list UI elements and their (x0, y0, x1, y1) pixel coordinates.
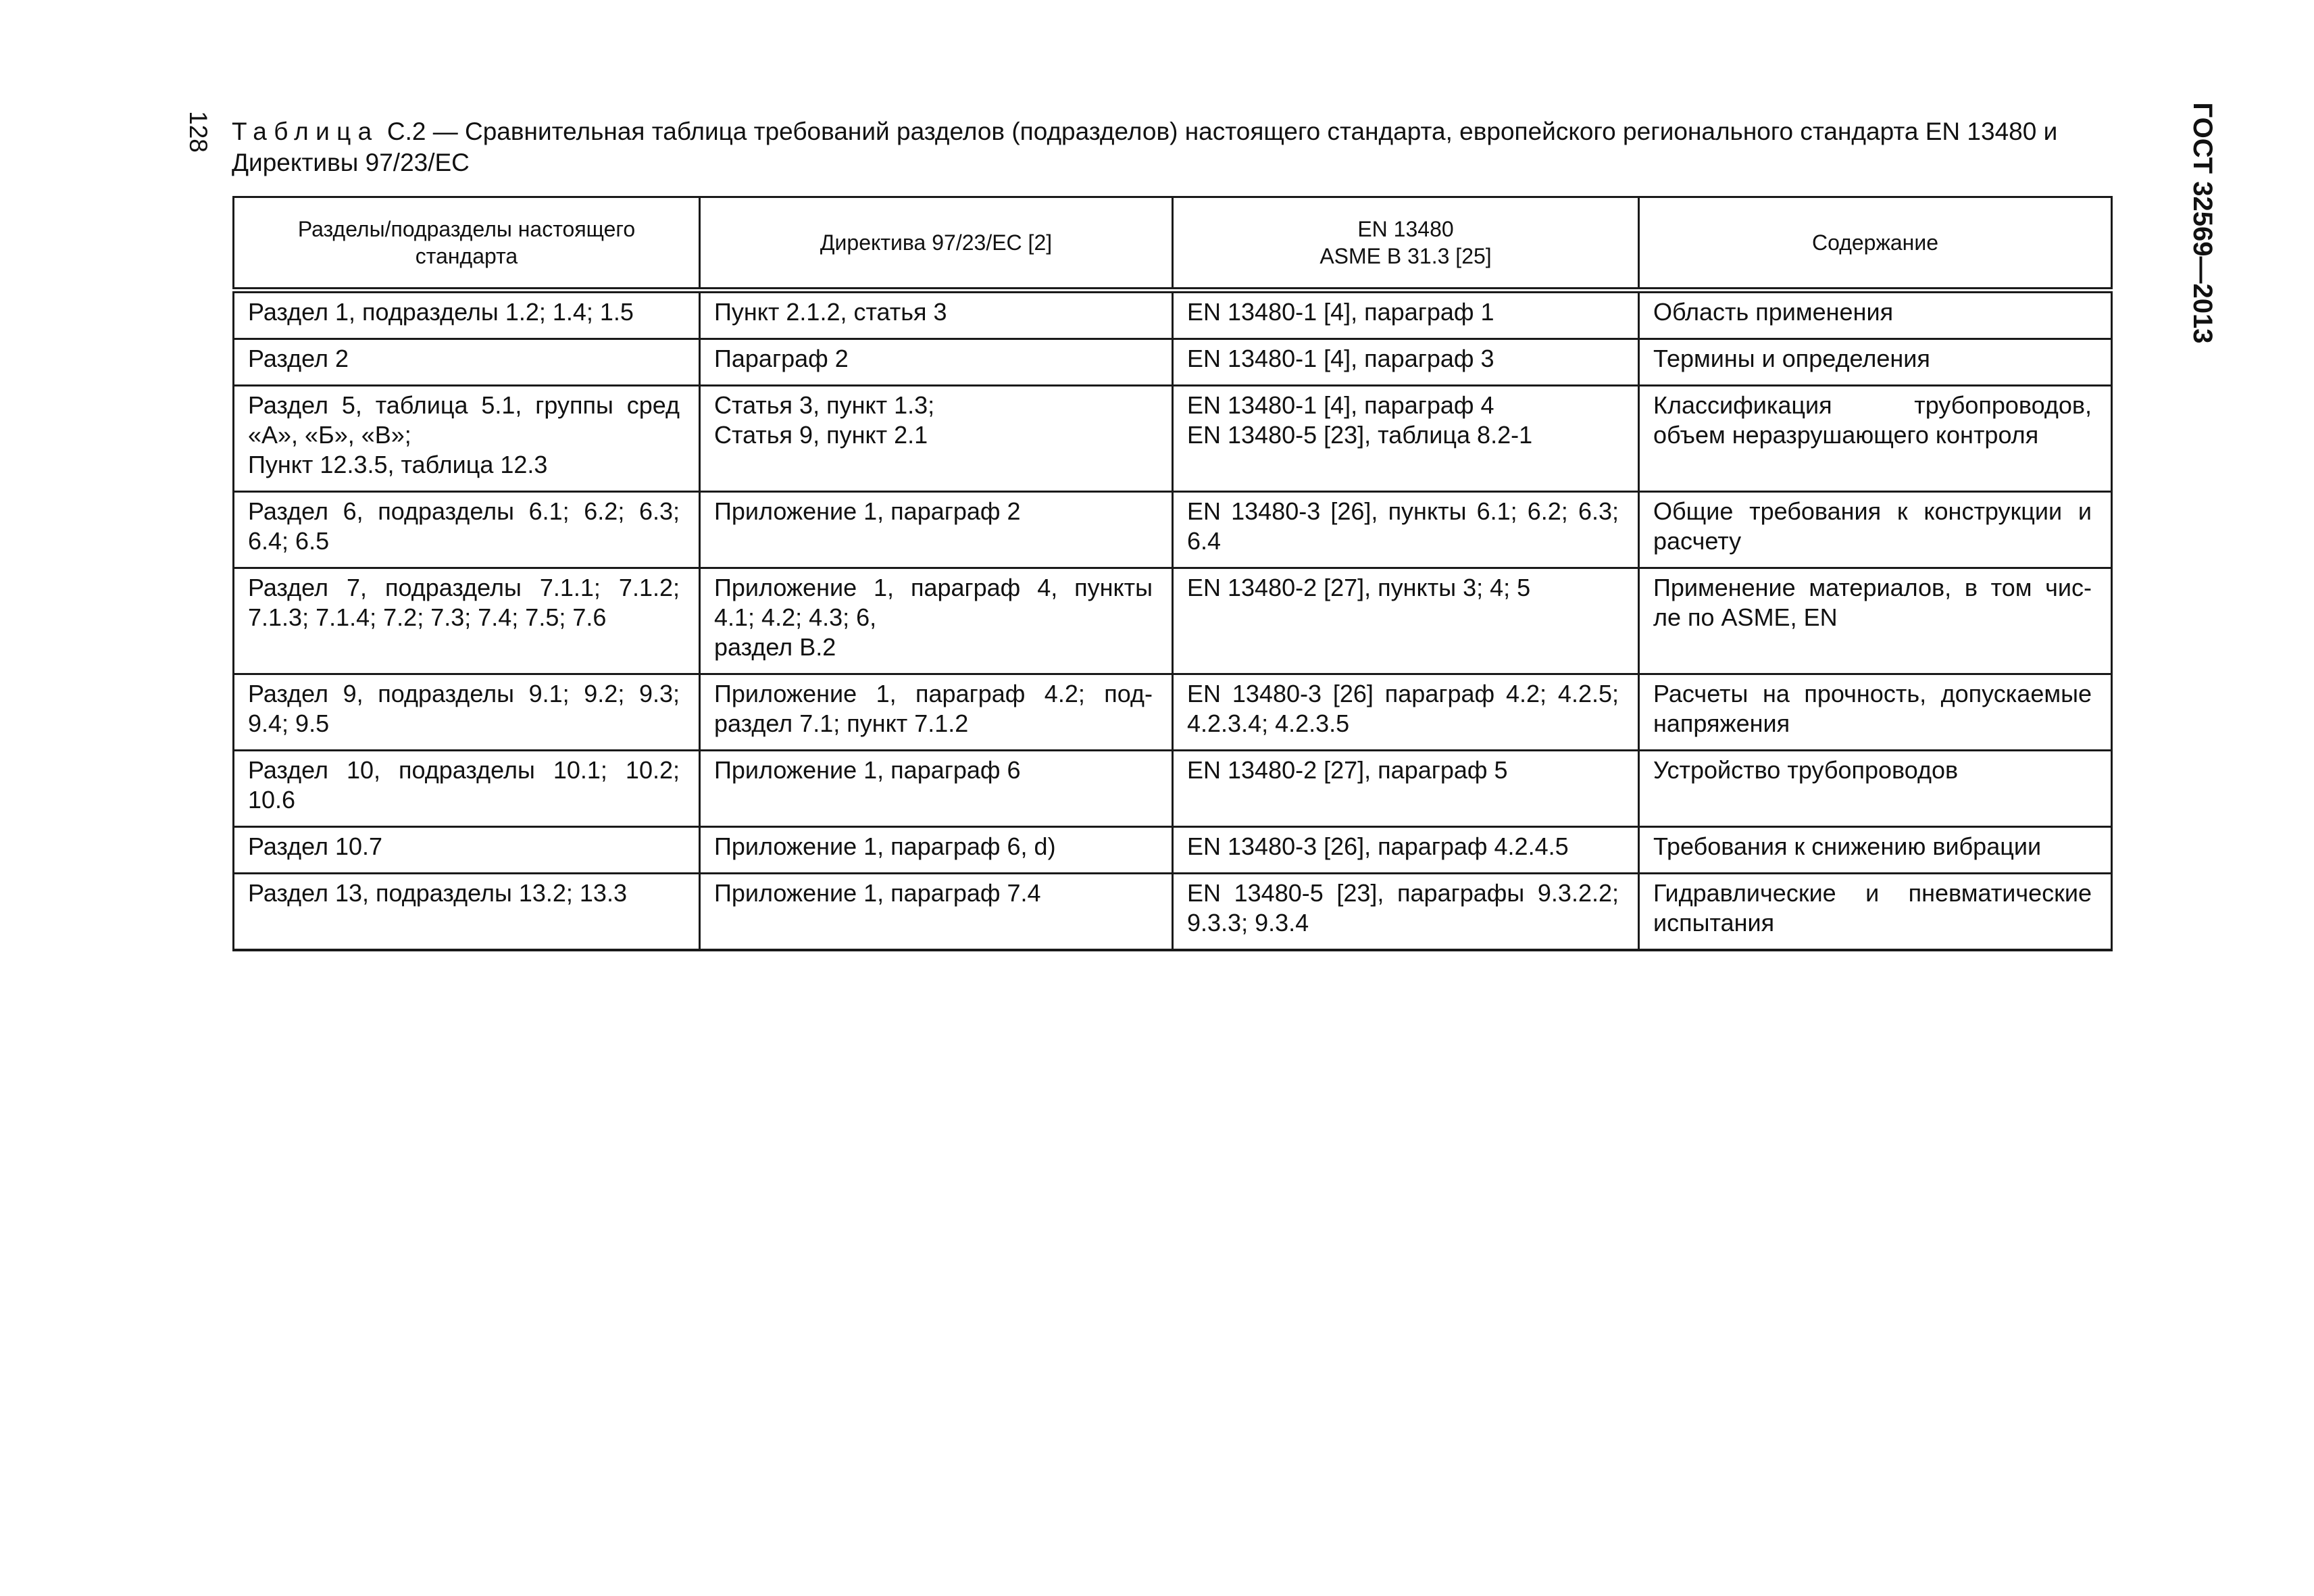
header-cell-directive: Директива 97/23/ЕС [2] (700, 197, 1173, 291)
cell-sections: Раздел 2 (234, 339, 700, 386)
table-row (234, 291, 2112, 339)
cell-sections: Раздел 10, подразделы 10.1; 10.2; 10.6 (234, 751, 700, 827)
cell-en-13480: EN 13480-2 [27], параграф 5 (1173, 751, 1639, 827)
cell-sections: Раздел 6, подразделы 6.1; 6.2; 6.3; 6.4; 6.5 (234, 492, 700, 568)
cell-directive: Приложение 1, параграф 4.2; под-раздел 7.1; пункт 7.1.2 (700, 674, 1173, 751)
cell-directive: Пункт 2.1.2, статья 3 (700, 291, 1173, 339)
cell-en-13480: EN 13480-1 [4], параграф 4 EN 13480-5 [23], таблица 8.2-1 (1173, 386, 1639, 492)
caption-label: Таблица (232, 118, 379, 145)
cell-en-13480: EN 13480-3 [26] параграф 4.2; 4.2.5; 4.2.3.4; 4.2.3.5 (1173, 674, 1639, 751)
caption-text: С.2 — Сравнительная таблица требований разделов (подразделов) настоящего стандарта, европейского регионального стандарта EN 13480 и Директивы 97/23/ЕС (232, 118, 2058, 176)
table-row (234, 339, 2112, 386)
comparison-table (232, 196, 2113, 951)
cell-sections: Раздел 5, таблица 5.1, группы сред «А», «Б», «В»; Пункт 12.3.5, таблица 12.3 (234, 386, 700, 492)
cell-content: Требования к снижению вибрации (1639, 827, 2112, 874)
table-row (234, 827, 2112, 874)
cell-sections: Раздел 13, подразделы 13.2; 13.3 (234, 874, 700, 951)
table-header (234, 197, 2112, 291)
cell-content: Расчеты на прочность, допускаемые напряжения (1639, 674, 2112, 751)
cell-directive: Параграф 2 (700, 339, 1173, 386)
cell-content: Область применения (1639, 291, 2112, 339)
cell-sections: Раздел 1, подразделы 1.2; 1.4; 1.5 (234, 291, 700, 339)
cell-content: Гидравлические и пневматические испытания (1639, 874, 2112, 951)
cell-content: Классификация трубопроводов, объем неразрушающего контроля (1639, 386, 2112, 492)
document-code: ГОСТ 32569—2013 (2188, 102, 2217, 344)
cell-content: Применение материалов, в том чис-ле по ASME, EN (1639, 568, 2112, 674)
cell-content: Термины и определения (1639, 339, 2112, 386)
table-row (234, 751, 2112, 827)
cell-en-13480: EN 13480-2 [27], пункты 3; 4; 5 (1173, 568, 1639, 674)
cell-sections: Раздел 10.7 (234, 827, 700, 874)
table-row (234, 568, 2112, 674)
table-row (234, 492, 2112, 568)
table-row (234, 874, 2112, 951)
cell-directive: Приложение 1, параграф 4, пункты 4.1; 4.2; 4.3; 6, раздел В.2 (700, 568, 1173, 674)
cell-en-13480: EN 13480-3 [26], параграф 4.2.4.5 (1173, 827, 1639, 874)
cell-directive: Приложение 1, параграф 6, d) (700, 827, 1173, 874)
cell-sections: Раздел 9, подразделы 9.1; 9.2; 9.3; 9.4; 9.5 (234, 674, 700, 751)
cell-content: Устройство трубопроводов (1639, 751, 2112, 827)
cell-directive: Приложение 1, параграф 6 (700, 751, 1173, 827)
table-row (234, 674, 2112, 751)
header-cell-content: Содержание (1639, 197, 2112, 291)
table-header-row (234, 197, 2112, 291)
cell-directive: Приложение 1, параграф 7.4 (700, 874, 1173, 951)
cell-en-13480: EN 13480-5 [23], параграфы 9.3.2.2; 9.3.3; 9.3.4 (1173, 874, 1639, 951)
cell-directive: Приложение 1, параграф 2 (700, 492, 1173, 568)
table-body (234, 291, 2112, 951)
table-row (234, 386, 2112, 492)
header-cell-sections: Разделы/подразделы настоящего стандарта (234, 197, 700, 291)
cell-en-13480: EN 13480-3 [26], пункты 6.1; 6.2; 6.3; 6.4 (1173, 492, 1639, 568)
table-caption (232, 116, 2110, 178)
header-cell-en-13480: EN 13480 ASME B 31.3 [25] (1173, 197, 1639, 291)
cell-en-13480: EN 13480-1 [4], параграф 1 (1173, 291, 1639, 339)
page-number: 128 (184, 111, 212, 153)
cell-en-13480: EN 13480-1 [4], параграф 3 (1173, 339, 1639, 386)
cell-directive: Статья 3, пункт 1.3; Статья 9, пункт 2.1 (700, 386, 1173, 492)
cell-content: Общие требования к конструкции и расчету (1639, 492, 2112, 568)
cell-sections: Раздел 7, подразделы 7.1.1; 7.1.2; 7.1.3; 7.1.4; 7.2; 7.3; 7.4; 7.5; 7.6 (234, 568, 700, 674)
